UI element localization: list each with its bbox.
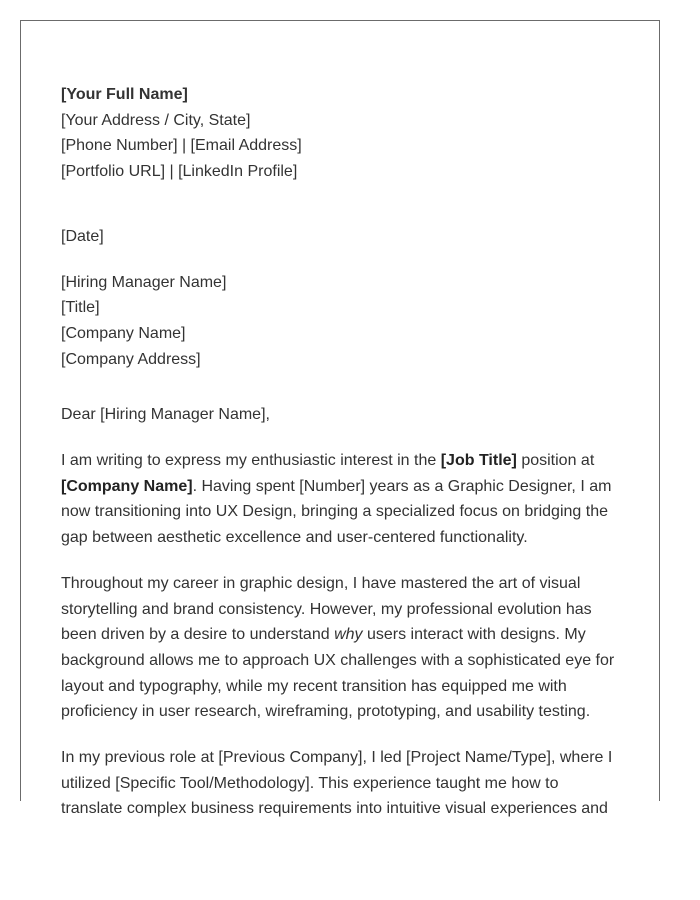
intro-text-3: . Having spent [Number] years as a Graphic Designer, I am now transitioning into UX Design, bringing a specialized focus on bridging the gap between aesthetic excellence and user-centered functionality. bbox=[61, 477, 612, 547]
paragraph-intro bbox=[61, 448, 621, 551]
background-text-2: users interact with designs. My background allows me to approach UX challenges with a sophisticated eye for layout and typography, while my recent transition has equipped me with proficiency in user research, wireframing, prototyping, and usability testing. bbox=[61, 626, 615, 721]
sender-links: [Portfolio URL] | [LinkedIn Profile] bbox=[61, 163, 298, 181]
sender-info bbox=[61, 82, 621, 185]
recipient-info bbox=[61, 270, 621, 373]
cover-letter-body bbox=[61, 82, 621, 842]
recipient-title: [Title] bbox=[61, 299, 100, 317]
sender-name: [Your Full Name] bbox=[61, 86, 188, 103]
sender-address: [Your Address / City, State] bbox=[61, 111, 251, 129]
recipient-company: [Company Name] bbox=[61, 324, 186, 342]
greeting-text: Dear [Hiring Manager Name], bbox=[61, 406, 270, 424]
document-page bbox=[20, 20, 660, 818]
recipient-name: [Hiring Manager Name] bbox=[61, 273, 227, 291]
intro-text-2: position at bbox=[516, 452, 595, 470]
job-title-placeholder: [Job Title] bbox=[440, 452, 517, 470]
recipient-address: [Company Address] bbox=[61, 350, 201, 368]
company-name-placeholder: [Company Name] bbox=[61, 477, 193, 495]
background-text-1: Throughout my career in graphic design, I have mastered the art of visual storytelling and brand consistency. However, my professional evolution has been driven by a desire to understand bbox=[61, 574, 592, 644]
emphasis-why: why bbox=[334, 626, 363, 644]
sender-contact: [Phone Number] | [Email Address] bbox=[61, 137, 302, 155]
experience-text-1: In my previous role at [Previous Company], I led [Project Name/Type], where I utilized [Specific Tool/Methodology]. This experience taught me how to translate complex business requirements into intuitive visual experiences and bbox=[61, 749, 613, 818]
intro-text-1: I am writing to express my enthusiastic interest in the bbox=[61, 452, 441, 470]
greeting bbox=[61, 402, 621, 428]
paragraph-experience bbox=[61, 745, 621, 822]
letter-date: [Date] bbox=[61, 227, 104, 245]
paragraph-background bbox=[61, 571, 621, 725]
date-section bbox=[61, 224, 621, 250]
